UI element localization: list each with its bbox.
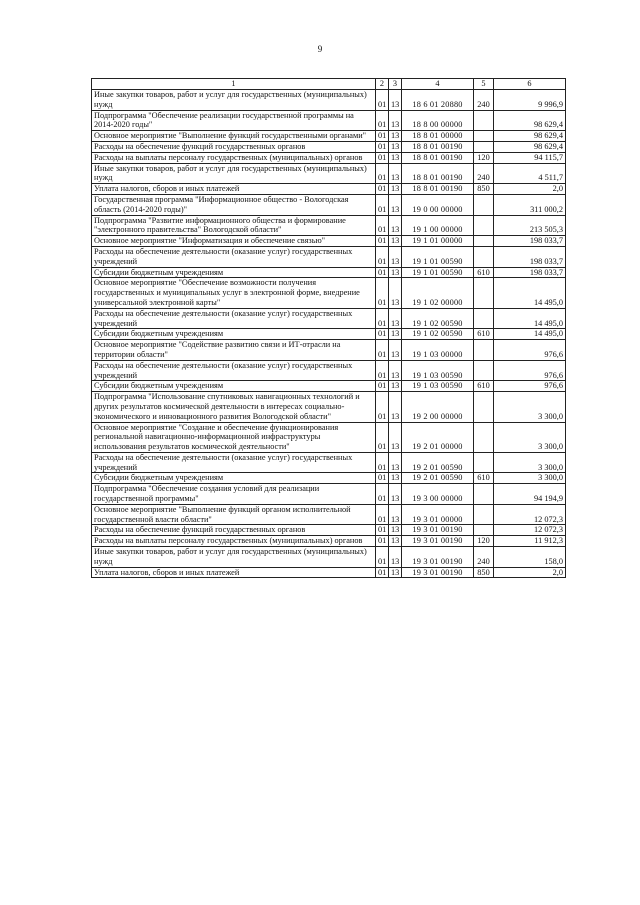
row-name-cell: Иные закупки товаров, работ и услуг для государственных (муниципальных) нужд (92, 163, 376, 184)
row-amount-cell: 11 912,3 (494, 536, 566, 547)
row-name-cell: Расходы на обеспечение деятельности (оказание услуг) государственных учреждений (92, 308, 376, 329)
row-code-cell: 19 1 03 00590 (402, 360, 474, 381)
row-amount-cell: 198 033,7 (494, 267, 566, 278)
row-amount-cell: 311 000,2 (494, 194, 566, 215)
row-code-cell: 19 2 00 00000 (402, 392, 474, 422)
table-row (92, 340, 566, 361)
row-subsection-cell: 13 (389, 329, 402, 340)
row-section-cell: 01 (376, 110, 389, 131)
row-name-cell: Основное мероприятие "Выполнение функций органом исполнительной государственной власти области" (92, 504, 376, 525)
table-row (92, 329, 566, 340)
header-col-2: 2 (376, 79, 389, 90)
row-code-cell: 19 3 01 00190 (402, 567, 474, 578)
row-amount-cell: 213 505,3 (494, 215, 566, 236)
row-name-cell: Основное мероприятие "Информатизация и обеспечение связью" (92, 236, 376, 247)
row-subsection-cell: 13 (389, 360, 402, 381)
row-type-cell: 850 (474, 184, 494, 195)
row-name-cell: Расходы на обеспечение функций государственных органов (92, 525, 376, 536)
row-subsection-cell: 13 (389, 525, 402, 536)
row-code-cell: 19 1 01 00000 (402, 236, 474, 247)
row-section-cell: 01 (376, 473, 389, 484)
row-type-cell: 120 (474, 152, 494, 163)
table-row (92, 452, 566, 473)
table-row (92, 267, 566, 278)
row-type-cell (474, 360, 494, 381)
row-section-cell: 01 (376, 452, 389, 473)
table-row (92, 567, 566, 578)
table-row (92, 215, 566, 236)
row-code-cell: 18 8 00 00000 (402, 110, 474, 131)
row-amount-cell: 9 996,9 (494, 90, 566, 111)
table-row (92, 547, 566, 568)
row-name-cell: Расходы на обеспечение функций государственных органов (92, 141, 376, 152)
row-subsection-cell: 13 (389, 236, 402, 247)
row-type-cell (474, 504, 494, 525)
row-subsection-cell: 13 (389, 504, 402, 525)
row-code-cell: 19 2 01 00590 (402, 452, 474, 473)
row-type-cell: 240 (474, 547, 494, 568)
table-row (92, 525, 566, 536)
row-name-cell: Подпрограмма "Развитие информационного общества и формирование "электронного правительства" Вологодской области" (92, 215, 376, 236)
row-code-cell: 19 1 03 00000 (402, 340, 474, 361)
row-section-cell: 01 (376, 547, 389, 568)
row-subsection-cell: 13 (389, 246, 402, 267)
row-code-cell: 19 2 01 00000 (402, 422, 474, 452)
header-col-5: 5 (474, 79, 494, 90)
row-subsection-cell: 13 (389, 308, 402, 329)
row-subsection-cell: 13 (389, 452, 402, 473)
row-code-cell: 18 6 01 20880 (402, 90, 474, 111)
row-subsection-cell: 13 (389, 152, 402, 163)
table-row (92, 278, 566, 308)
row-section-cell: 01 (376, 90, 389, 111)
row-code-cell: 19 2 01 00590 (402, 473, 474, 484)
row-code-cell: 19 3 01 00190 (402, 525, 474, 536)
row-amount-cell: 14 495,0 (494, 278, 566, 308)
row-amount-cell: 4 511,7 (494, 163, 566, 184)
row-type-cell (474, 194, 494, 215)
row-code-cell: 19 3 01 00190 (402, 547, 474, 568)
row-section-cell: 01 (376, 329, 389, 340)
row-name-cell: Основное мероприятие "Содействие развитию связи и ИТ-отрасли на территории области" (92, 340, 376, 361)
row-subsection-cell: 13 (389, 484, 402, 505)
table-row (92, 360, 566, 381)
row-amount-cell: 3 300,0 (494, 452, 566, 473)
table-row (92, 141, 566, 152)
row-type-cell (474, 422, 494, 452)
row-amount-cell: 98 629,4 (494, 110, 566, 131)
row-code-cell: 19 0 00 00000 (402, 194, 474, 215)
row-code-cell: 19 1 00 00000 (402, 215, 474, 236)
row-name-cell: Иные закупки товаров, работ и услуг для государственных (муниципальных) нужд (92, 90, 376, 111)
row-amount-cell: 158,0 (494, 547, 566, 568)
row-subsection-cell: 13 (389, 473, 402, 484)
row-amount-cell: 3 300,0 (494, 473, 566, 484)
header-col-4: 4 (402, 79, 474, 90)
row-code-cell: 19 3 01 00190 (402, 536, 474, 547)
row-amount-cell: 94 194,9 (494, 484, 566, 505)
row-subsection-cell: 13 (389, 131, 402, 142)
row-section-cell: 01 (376, 567, 389, 578)
table-row (92, 131, 566, 142)
row-subsection-cell: 13 (389, 536, 402, 547)
row-type-cell: 240 (474, 163, 494, 184)
row-section-cell: 01 (376, 278, 389, 308)
table-row (92, 536, 566, 547)
row-amount-cell: 94 115,7 (494, 152, 566, 163)
row-name-cell: Субсидии бюджетным учреждениям (92, 381, 376, 392)
row-section-cell: 01 (376, 163, 389, 184)
row-type-cell (474, 308, 494, 329)
row-code-cell: 19 1 02 00000 (402, 278, 474, 308)
row-type-cell (474, 141, 494, 152)
row-section-cell: 01 (376, 360, 389, 381)
row-section-cell: 01 (376, 525, 389, 536)
row-code-cell: 19 3 00 00000 (402, 484, 474, 505)
row-section-cell: 01 (376, 141, 389, 152)
row-name-cell: Подпрограмма "Обеспечение реализации государственной программы на 2014-2020 годы" (92, 110, 376, 131)
row-subsection-cell: 13 (389, 267, 402, 278)
row-subsection-cell: 13 (389, 547, 402, 568)
row-code-cell: 18 8 01 00000 (402, 131, 474, 142)
row-subsection-cell: 13 (389, 163, 402, 184)
table-row (92, 308, 566, 329)
row-name-cell: Основное мероприятие "Создание и обеспечение функционирования региональной навигационно-информационной инфраструктуры использования результатов космической деятельности" (92, 422, 376, 452)
page-number: 9 (317, 44, 323, 54)
row-name-cell: Субсидии бюджетным учреждениям (92, 267, 376, 278)
row-type-cell: 850 (474, 567, 494, 578)
row-name-cell: Расходы на обеспечение деятельности (оказание услуг) государственных учреждений (92, 246, 376, 267)
row-name-cell: Расходы на выплаты персоналу государственных (муниципальных) органов (92, 152, 376, 163)
row-name-cell: Расходы на выплаты персоналу государственных (муниципальных) органов (92, 536, 376, 547)
row-amount-cell: 98 629,4 (494, 131, 566, 142)
table-row (92, 184, 566, 195)
row-amount-cell: 3 300,0 (494, 422, 566, 452)
row-type-cell (474, 236, 494, 247)
row-name-cell: Расходы на обеспечение деятельности (оказание услуг) государственных учреждений (92, 452, 376, 473)
row-code-cell: 19 3 01 00000 (402, 504, 474, 525)
row-amount-cell: 976,6 (494, 340, 566, 361)
row-name-cell: Расходы на обеспечение деятельности (оказание услуг) государственных учреждений (92, 360, 376, 381)
row-section-cell: 01 (376, 340, 389, 361)
table-row (92, 422, 566, 452)
table-row (92, 473, 566, 484)
table-row (92, 392, 566, 422)
row-type-cell: 610 (474, 473, 494, 484)
header-col-3: 3 (389, 79, 402, 90)
row-amount-cell: 14 495,0 (494, 329, 566, 340)
row-name-cell: Подпрограмма "Обеспечение создания условий для реализации государственной программы" (92, 484, 376, 505)
header-col-1: 1 (92, 79, 376, 90)
table-row (92, 194, 566, 215)
row-name-cell: Уплата налогов, сборов и иных платежей (92, 184, 376, 195)
row-amount-cell: 14 495,0 (494, 308, 566, 329)
row-type-cell (474, 525, 494, 536)
row-type-cell: 610 (474, 267, 494, 278)
row-subsection-cell: 13 (389, 278, 402, 308)
row-type-cell (474, 484, 494, 505)
row-section-cell: 01 (376, 381, 389, 392)
header-row (92, 79, 566, 90)
row-name-cell: Субсидии бюджетным учреждениям (92, 473, 376, 484)
row-subsection-cell: 13 (389, 110, 402, 131)
row-code-cell: 19 1 01 00590 (402, 246, 474, 267)
table-row (92, 110, 566, 131)
row-section-cell: 01 (376, 308, 389, 329)
row-code-cell: 19 1 02 00590 (402, 308, 474, 329)
table-row (92, 152, 566, 163)
row-amount-cell: 2,0 (494, 567, 566, 578)
row-type-cell: 610 (474, 329, 494, 340)
row-type-cell (474, 452, 494, 473)
row-section-cell: 01 (376, 504, 389, 525)
table-row (92, 381, 566, 392)
row-type-cell (474, 110, 494, 131)
row-name-cell: Уплата налогов, сборов и иных платежей (92, 567, 376, 578)
row-type-cell (474, 246, 494, 267)
row-name-cell: Основное мероприятие "Обеспечение возможности получения государственных и муниципальных услуг в электронной форме, внедрение универсальной электронной карты" (92, 278, 376, 308)
row-type-cell: 120 (474, 536, 494, 547)
row-section-cell: 01 (376, 236, 389, 247)
row-subsection-cell: 13 (389, 340, 402, 361)
row-type-cell (474, 392, 494, 422)
row-section-cell: 01 (376, 392, 389, 422)
row-amount-cell: 976,6 (494, 381, 566, 392)
row-amount-cell: 98 629,4 (494, 141, 566, 152)
row-amount-cell: 198 033,7 (494, 246, 566, 267)
row-code-cell: 19 1 01 00590 (402, 267, 474, 278)
row-type-cell (474, 215, 494, 236)
row-subsection-cell: 13 (389, 381, 402, 392)
row-subsection-cell: 13 (389, 194, 402, 215)
row-code-cell: 19 1 02 00590 (402, 329, 474, 340)
row-subsection-cell: 13 (389, 422, 402, 452)
row-section-cell: 01 (376, 152, 389, 163)
row-section-cell: 01 (376, 215, 389, 236)
table-body (92, 90, 566, 578)
row-code-cell: 19 1 03 00590 (402, 381, 474, 392)
row-name-cell: Подпрограмма "Использование спутниковых навигационных технологий и других результатов космической деятельности в интересах социально-экономического и инновационного развития Вологодской области" (92, 392, 376, 422)
row-amount-cell: 198 033,7 (494, 236, 566, 247)
row-subsection-cell: 13 (389, 141, 402, 152)
row-amount-cell: 3 300,0 (494, 392, 566, 422)
row-section-cell: 01 (376, 194, 389, 215)
row-subsection-cell: 13 (389, 215, 402, 236)
row-type-cell (474, 278, 494, 308)
row-name-cell: Иные закупки товаров, работ и услуг для государственных (муниципальных) нужд (92, 547, 376, 568)
row-name-cell: Субсидии бюджетным учреждениям (92, 329, 376, 340)
row-code-cell: 18 8 01 00190 (402, 163, 474, 184)
row-type-cell (474, 340, 494, 361)
row-section-cell: 01 (376, 131, 389, 142)
row-subsection-cell: 13 (389, 392, 402, 422)
row-type-cell (474, 131, 494, 142)
row-amount-cell: 12 072,3 (494, 504, 566, 525)
row-subsection-cell: 13 (389, 567, 402, 578)
row-section-cell: 01 (376, 536, 389, 547)
budget-table (91, 78, 566, 578)
table-header (92, 79, 566, 90)
table-row (92, 163, 566, 184)
row-code-cell: 18 8 01 00190 (402, 184, 474, 195)
row-code-cell: 18 8 01 00190 (402, 152, 474, 163)
row-subsection-cell: 13 (389, 184, 402, 195)
row-amount-cell: 12 072,3 (494, 525, 566, 536)
row-type-cell: 610 (474, 381, 494, 392)
table-row (92, 484, 566, 505)
row-subsection-cell: 13 (389, 90, 402, 111)
row-section-cell: 01 (376, 484, 389, 505)
row-amount-cell: 976,6 (494, 360, 566, 381)
row-section-cell: 01 (376, 246, 389, 267)
table-row (92, 90, 566, 111)
row-section-cell: 01 (376, 184, 389, 195)
row-name-cell: Основное мероприятие "Выполнение функций государственными органами" (92, 131, 376, 142)
table-row (92, 504, 566, 525)
row-amount-cell: 2,0 (494, 184, 566, 195)
row-section-cell: 01 (376, 267, 389, 278)
row-section-cell: 01 (376, 422, 389, 452)
header-col-6: 6 (494, 79, 566, 90)
table-row (92, 236, 566, 247)
table-row (92, 246, 566, 267)
row-type-cell: 240 (474, 90, 494, 111)
row-name-cell: Государственная программа "Информационное общество - Вологодская область (2014-2020 годы)" (92, 194, 376, 215)
row-code-cell: 18 8 01 00190 (402, 141, 474, 152)
